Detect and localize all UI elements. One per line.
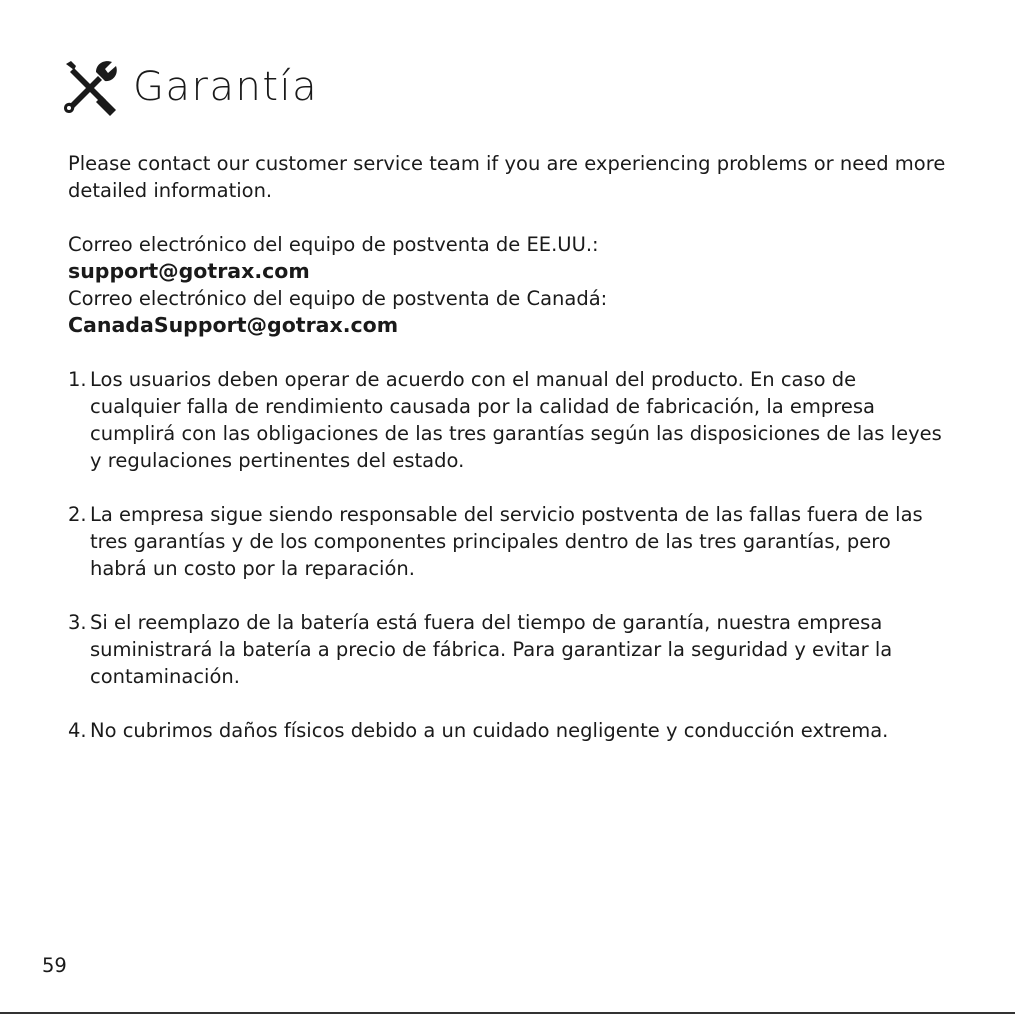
bottom-divider — [0, 1012, 1015, 1014]
warranty-item-3 — [68, 609, 948, 690]
item-number: 4. — [68, 719, 87, 742]
canada-support-label: Correo electrónico del equipo de postventa de Canadá: — [68, 287, 608, 310]
page-header — [62, 58, 318, 116]
item-number: 2. — [68, 503, 87, 526]
item-text: Si el reemplazo de la batería está fuera del tiempo de garantía, nuestra empresa suministrará la batería a precio de fábrica. Para garantizar la seguridad y evitar la contaminación. — [90, 611, 893, 688]
warranty-item-2 — [68, 501, 948, 582]
item-number: 1. — [68, 368, 87, 391]
warranty-content — [68, 150, 948, 744]
page-title: Garantía — [133, 64, 319, 110]
tools-icon — [62, 58, 120, 116]
warranty-item-1 — [68, 366, 948, 474]
item-text: Los usuarios deben operar de acuerdo con el manual del producto. En caso de cualquier falla de rendimiento causada por la calidad de fabricación, la empresa cumplirá con las obligaciones de las tres garantías según las disposiciones de las leyes y regulaciones pertinentes del estado. — [90, 368, 942, 472]
us-support-email: support@gotrax.com — [68, 259, 310, 283]
item-text: No cubrimos daños físicos debido a un cuidado negligente y conducción extrema. — [90, 719, 889, 742]
intro-text: Please contact our customer service team if you are experiencing problems or need more detailed information. — [68, 152, 946, 202]
canada-support-email: CanadaSupport@gotrax.com — [68, 313, 399, 337]
item-text: La empresa sigue siendo responsable del servicio postventa de las fallas fuera de las tres garantías y de los componentes principales dentro de las tres garantías, pero habrá un costo por la reparación. — [90, 503, 923, 580]
page-number: 59 — [42, 954, 67, 977]
warranty-item-4 — [68, 717, 948, 744]
us-support-label: Correo electrónico del equipo de postventa de EE.UU.: — [68, 233, 599, 256]
item-number: 3. — [68, 611, 87, 634]
